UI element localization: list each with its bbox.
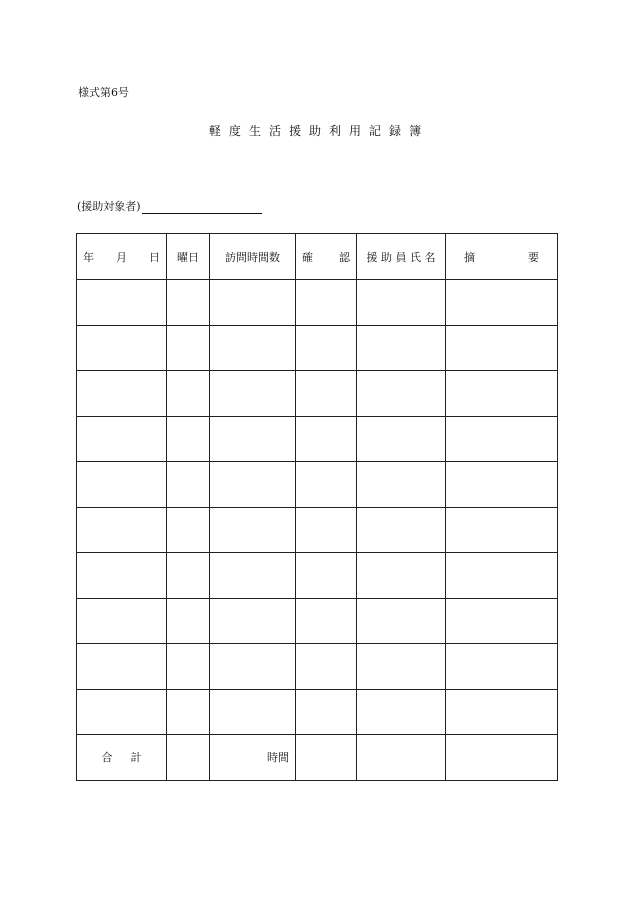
title-char: 利 bbox=[329, 124, 342, 138]
subject-row bbox=[77, 198, 262, 214]
date-cell[interactable] bbox=[77, 689, 167, 735]
confirm-cell[interactable] bbox=[296, 553, 357, 599]
hours-cell[interactable] bbox=[210, 644, 296, 690]
remarks-cell[interactable] bbox=[446, 462, 558, 508]
staff-cell[interactable] bbox=[357, 325, 446, 371]
header-remarks-char: 摘 bbox=[464, 250, 475, 264]
subject-field[interactable] bbox=[142, 203, 262, 214]
staff-cell[interactable] bbox=[357, 644, 446, 690]
title-char: 度 bbox=[228, 124, 241, 138]
table-row bbox=[77, 689, 558, 735]
confirm-cell[interactable] bbox=[296, 598, 357, 644]
header-remarks-char: 要 bbox=[528, 250, 539, 264]
weekday-cell[interactable] bbox=[167, 462, 210, 508]
staff-cell[interactable] bbox=[357, 507, 446, 553]
header-row bbox=[77, 234, 558, 280]
title-char: 用 bbox=[349, 124, 362, 138]
weekday-cell[interactable] bbox=[167, 598, 210, 644]
date-cell[interactable] bbox=[77, 553, 167, 599]
header-remarks bbox=[446, 234, 558, 280]
document-title bbox=[0, 122, 630, 139]
title-char: 簿 bbox=[409, 124, 422, 138]
title-char: 活 bbox=[268, 124, 281, 138]
remarks-cell[interactable] bbox=[446, 280, 558, 326]
weekday-cell[interactable] bbox=[167, 553, 210, 599]
remarks-cell[interactable] bbox=[446, 644, 558, 690]
header-staff-name bbox=[357, 234, 446, 280]
total-label-char: 合 bbox=[101, 751, 113, 765]
weekday-cell[interactable] bbox=[167, 416, 210, 462]
table-row bbox=[77, 644, 558, 690]
total-hours-unit: 時間 bbox=[267, 751, 289, 765]
hours-cell[interactable] bbox=[210, 507, 296, 553]
total-label-char: 計 bbox=[130, 751, 142, 765]
header-weekday bbox=[167, 234, 210, 280]
date-cell[interactable] bbox=[77, 598, 167, 644]
header-confirm bbox=[296, 234, 357, 280]
hours-cell[interactable] bbox=[210, 553, 296, 599]
table-row bbox=[77, 325, 558, 371]
remarks-cell[interactable] bbox=[446, 598, 558, 644]
form-number: 様式第6号 bbox=[78, 86, 129, 99]
date-cell[interactable] bbox=[77, 280, 167, 326]
remarks-cell[interactable] bbox=[446, 371, 558, 417]
confirm-cell[interactable] bbox=[296, 416, 357, 462]
hours-cell[interactable] bbox=[210, 280, 296, 326]
header-visit-hours-label: 訪問時間数 bbox=[225, 250, 280, 264]
table-row bbox=[77, 507, 558, 553]
date-cell[interactable] bbox=[77, 371, 167, 417]
header-month: 月 bbox=[116, 250, 127, 264]
header-staff-name-label: 援 助 員 氏 名 bbox=[366, 250, 436, 264]
header-confirm-char: 確 bbox=[302, 250, 313, 264]
header-weekday-label: 曜日 bbox=[177, 250, 199, 264]
staff-cell[interactable] bbox=[357, 598, 446, 644]
confirm-cell[interactable] bbox=[296, 280, 357, 326]
total-row bbox=[77, 735, 558, 781]
total-staff-cell[interactable] bbox=[357, 735, 446, 781]
header-date bbox=[77, 234, 167, 280]
subject-label: (援助対象者) bbox=[77, 200, 141, 213]
table-row bbox=[77, 462, 558, 508]
confirm-cell[interactable] bbox=[296, 371, 357, 417]
hours-cell[interactable] bbox=[210, 416, 296, 462]
weekday-cell[interactable] bbox=[167, 507, 210, 553]
title-char: 生 bbox=[248, 124, 261, 138]
weekday-cell[interactable] bbox=[167, 689, 210, 735]
total-weekday-cell bbox=[167, 735, 210, 781]
weekday-cell[interactable] bbox=[167, 371, 210, 417]
date-cell[interactable] bbox=[77, 507, 167, 553]
staff-cell[interactable] bbox=[357, 416, 446, 462]
total-label-cell bbox=[77, 735, 167, 781]
date-cell[interactable] bbox=[77, 644, 167, 690]
remarks-cell[interactable] bbox=[446, 416, 558, 462]
date-cell[interactable] bbox=[77, 325, 167, 371]
total-confirm-cell[interactable] bbox=[296, 735, 357, 781]
title-char: 録 bbox=[389, 124, 402, 138]
confirm-cell[interactable] bbox=[296, 325, 357, 371]
staff-cell[interactable] bbox=[357, 280, 446, 326]
header-visit-hours bbox=[210, 234, 296, 280]
date-cell[interactable] bbox=[77, 462, 167, 508]
table-row bbox=[77, 280, 558, 326]
remarks-cell[interactable] bbox=[446, 553, 558, 599]
total-hours-cell[interactable] bbox=[210, 735, 296, 781]
confirm-cell[interactable] bbox=[296, 507, 357, 553]
header-year: 年 bbox=[83, 250, 94, 264]
title-char: 援 bbox=[288, 124, 301, 138]
title-char: 軽 bbox=[208, 124, 221, 138]
hours-cell[interactable] bbox=[210, 598, 296, 644]
hours-cell[interactable] bbox=[210, 325, 296, 371]
title-char: 助 bbox=[308, 124, 321, 138]
table-row bbox=[77, 416, 558, 462]
hours-cell[interactable] bbox=[210, 689, 296, 735]
title-char: 記 bbox=[369, 124, 382, 138]
confirm-cell[interactable] bbox=[296, 462, 357, 508]
date-cell[interactable] bbox=[77, 416, 167, 462]
staff-cell[interactable] bbox=[357, 371, 446, 417]
confirm-cell[interactable] bbox=[296, 644, 357, 690]
hours-cell[interactable] bbox=[210, 371, 296, 417]
table-row bbox=[77, 371, 558, 417]
staff-cell[interactable] bbox=[357, 689, 446, 735]
staff-cell[interactable] bbox=[357, 553, 446, 599]
weekday-cell[interactable] bbox=[167, 644, 210, 690]
hours-cell[interactable] bbox=[210, 462, 296, 508]
weekday-cell[interactable] bbox=[167, 325, 210, 371]
staff-cell[interactable] bbox=[357, 462, 446, 508]
table-row bbox=[77, 598, 558, 644]
confirm-cell[interactable] bbox=[296, 689, 357, 735]
remarks-cell[interactable] bbox=[446, 325, 558, 371]
usage-record-table bbox=[76, 233, 558, 781]
remarks-cell[interactable] bbox=[446, 689, 558, 735]
weekday-cell[interactable] bbox=[167, 280, 210, 326]
header-confirm-char: 認 bbox=[339, 250, 350, 264]
remarks-cell[interactable] bbox=[446, 507, 558, 553]
table-row bbox=[77, 553, 558, 599]
header-day: 日 bbox=[149, 250, 160, 264]
total-remarks-cell[interactable] bbox=[446, 735, 558, 781]
